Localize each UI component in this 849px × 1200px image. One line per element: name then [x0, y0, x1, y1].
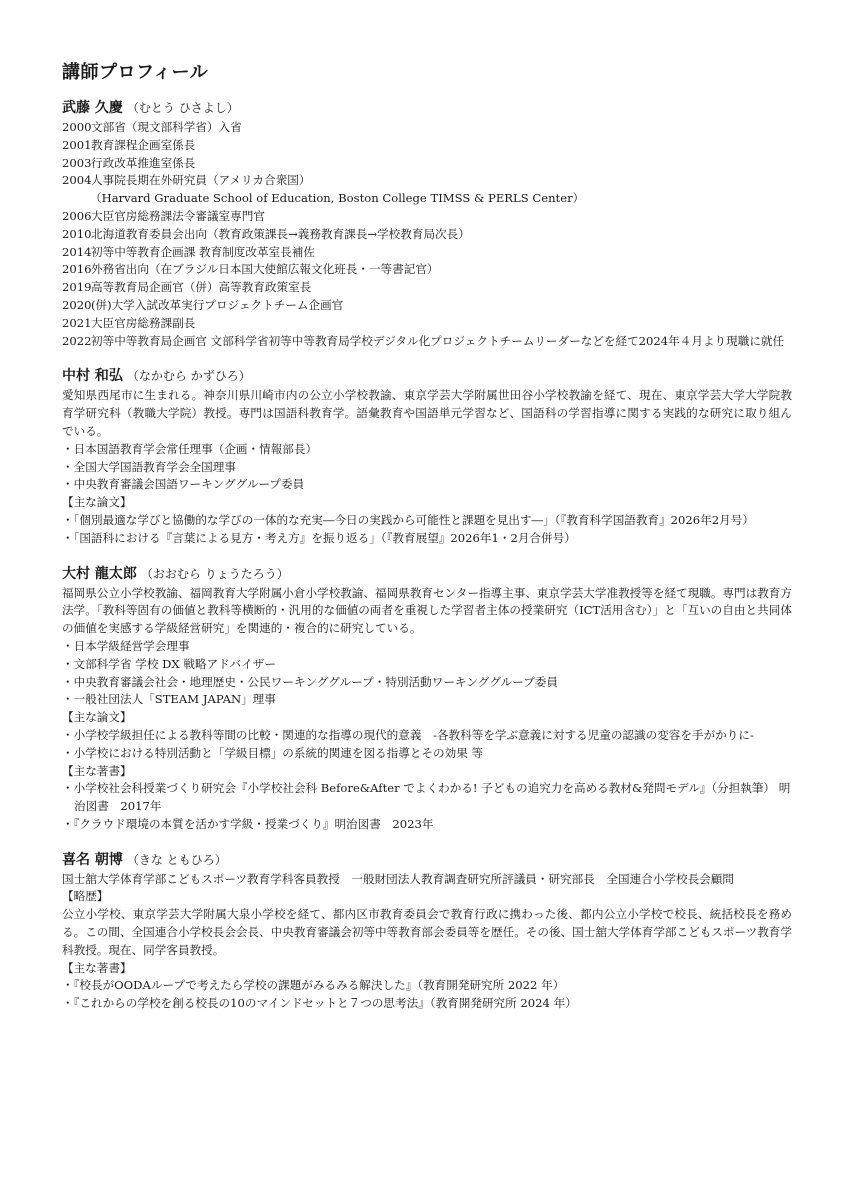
history-text: 外務省出向（在ブラジル日本国大使館広報文化班長・一等書記官）	[91, 262, 439, 277]
role-item: ・全国大学国語教育学会全国理事	[62, 459, 236, 474]
role-item: ・中央教育審議会国語ワーキンググループ委員	[62, 477, 305, 492]
role-item: ・一般社団法人「STEAM JAPAN」理事	[62, 692, 276, 707]
history-year: 2014	[62, 244, 92, 259]
profile-omura	[62, 564, 792, 834]
history-year: 2020	[62, 297, 92, 312]
history-row	[62, 244, 792, 262]
history-row	[62, 119, 792, 137]
profile-reading: （むとう ひさよし）	[126, 101, 239, 115]
role-item: ・文部科学省 学校 DX 戦略アドバイザー	[62, 656, 276, 671]
profile-bio: 愛知県西尾市に生まれる。神奈川県川崎市内の公立小学校教諭、東京学芸大学附属世田谷小学校教諭を経て、現在、東京学芸大学大学院教育学研究科（教職大学院）教授。専門は国語科教育学。語彙教育や国語単元学習など、国語科の学習指導に関する実践的な研究に取り組んでいる。	[62, 388, 792, 438]
profile-nakamura	[62, 366, 792, 547]
profile-bio: 国士舘大学体育学部こどもスポーツ教育学科客員教授 一般財団法人教育調査研究所評議員・研究部長 全国連合小学校長会顧問	[62, 871, 734, 886]
history-year: 2016	[62, 262, 92, 277]
profile-heading	[62, 850, 792, 870]
history-row	[62, 261, 792, 279]
profile-heading	[62, 366, 792, 386]
page-title: 講師プロフィール	[62, 62, 209, 83]
paper-item: ・「個別最適な学びと協働的な学びの一体的な充実―今日の実践から可能性と課題を見出す―」（『教育科学国語教育』2026年2月号）	[62, 512, 754, 527]
book-item: ・『クラウド環境の本質を活かす学級・授業づくり』明治図書 2023年	[62, 816, 434, 831]
profile-name: 喜名 朝博	[62, 851, 123, 868]
history-row	[62, 137, 792, 155]
history-text: 初等中等教育局企画官 文部科学省初等中等教育局学校デジタル化プロジェクトチームリーダーなどを経て2024年４月より現職に就任	[91, 333, 785, 348]
history-row	[62, 208, 792, 226]
history-text: 大臣官房総務課法令審議室専門官	[91, 208, 265, 223]
history-text: 文部省（現文部科学省）入省	[91, 120, 242, 134]
history-text: 教育課程企画室係長	[91, 137, 196, 152]
document-page	[62, 58, 792, 1029]
books-label: 【主な著書】	[62, 763, 132, 778]
profile-name: 武藤 久慶	[62, 100, 123, 116]
profile-name: 中村 和弘	[62, 368, 123, 385]
book-item: ・『これからの学校を創る校長の10のマインドセットと７つの思考法』（教育開発研究所 2024 年）	[62, 996, 577, 1011]
profile-heading	[62, 564, 792, 584]
role-item: ・日本国語教育学会常任理事（企画・情報部長）	[62, 441, 318, 456]
paper-item: ・小学校学級担任による教科等間の比較・関連的な指導の現代的意義 ‐各教科等を学ぶ意義に対する児童の認識の変容を手がかりに‐	[62, 727, 754, 742]
profile-kina	[62, 850, 792, 1013]
paper-item: ・「国語科における『言葉による見方・考え方』を振り返る」（『教育展望』2026年1・2月合併号）	[62, 530, 576, 545]
history-year: 2001	[62, 137, 92, 152]
history-text: 北海道教育委員会出向（教育政策課長→義務教育課長→学校教育局次長）	[91, 226, 470, 241]
papers-label: 【主な論文】	[62, 710, 132, 725]
profile-bio: 福岡県公立小学校教諭、福岡教育大学附属小倉小学校教諭、福岡県教育センター指導主事、東京学芸大学准教授等を経て現職。専門は教育方法学。「教科等固有の価値と教科等横断的・汎用的な価値の両者を重視した学習者主体の授業研究（ICT活用含む）」と「互いの自由と共同体の価値を実感する学級経営研究」を関連的・複合的に研究している。	[62, 585, 792, 636]
history-row	[62, 226, 792, 244]
role-item: ・中央教育審議会社会・地理歴史・公民ワーキンググループ・特別活動ワーキンググループ委員	[62, 674, 558, 689]
history-text: 行政改革推進室係長	[91, 155, 196, 170]
history-year: 2000	[62, 120, 92, 134]
history-subline: （Harvard Graduate School of Education, Boston College TIMSS & PERLS Center）	[90, 191, 585, 206]
books-label: 【主な著書】	[62, 960, 132, 975]
profile-heading	[62, 98, 792, 118]
history-text: 公立小学校、東京学芸大学附属大泉小学校を経て、都内区市教育委員会で教育行政に携わった後、都内公立小学校で校長、統括校長を務める。この間、全国連合小学校長会会長、中央教育審議会初等中等教育部会委員等を歴任。その後、国士舘大学体育学部こどもスポーツ教育学科教授。現在、同学客員教授。	[62, 907, 792, 957]
history-text: (併)大学入試改革実行プロジェクトチーム企画官	[91, 297, 344, 312]
profile-reading: （おおむら りょうたろう）	[140, 566, 289, 581]
history-text: 高等教育局企画官（併）高等教育政策室長	[91, 280, 312, 295]
history-row	[62, 172, 792, 190]
book-item: ・『校長がOODAループで考えたら学校の課題がみるみる解決した』（教育開発研究所 2022 年）	[62, 978, 565, 993]
history-row	[62, 333, 792, 351]
history-year: 2019	[62, 280, 92, 295]
history-year: 2010	[62, 226, 92, 241]
history-text: 人事院長期在外研究員（アメリカ合衆国）	[91, 173, 311, 188]
role-item: ・日本学級経営学会理事	[62, 638, 190, 653]
history-text: 初等中等教育企画課 教育制度改革室長補佐	[91, 244, 315, 259]
history-label: 【略歴】	[62, 889, 109, 904]
history-row	[62, 155, 792, 173]
history-text: 大臣官房総務課副長	[91, 315, 196, 330]
history-row	[62, 297, 792, 315]
book-item: ・小学校社会科授業づくり研究会『小学校社会科 Before&After でよくわかる! 子どもの追究力を高める教材&発問モデル』（分担執筆） 明治図書 2017年	[62, 781, 791, 814]
profile-name: 大村 龍太郎	[62, 565, 137, 582]
papers-label: 【主な論文】	[62, 495, 132, 510]
history-year: 2022	[62, 333, 92, 348]
history-year: 2003	[62, 155, 92, 170]
paper-item: ・小学校における特別活動と「学級目標」の系統的関連を図る指導とその効果 等	[62, 745, 484, 760]
history-year: 2004	[62, 173, 92, 188]
profile-reading: （きな ともひろ）	[126, 852, 227, 867]
career-history	[62, 119, 792, 350]
history-year: 2006	[62, 208, 92, 223]
history-row	[62, 315, 792, 333]
profile-reading: （なかむら かずひろ）	[126, 369, 251, 384]
profile-muto	[62, 98, 792, 350]
history-year: 2021	[62, 315, 92, 330]
history-row	[62, 279, 792, 297]
